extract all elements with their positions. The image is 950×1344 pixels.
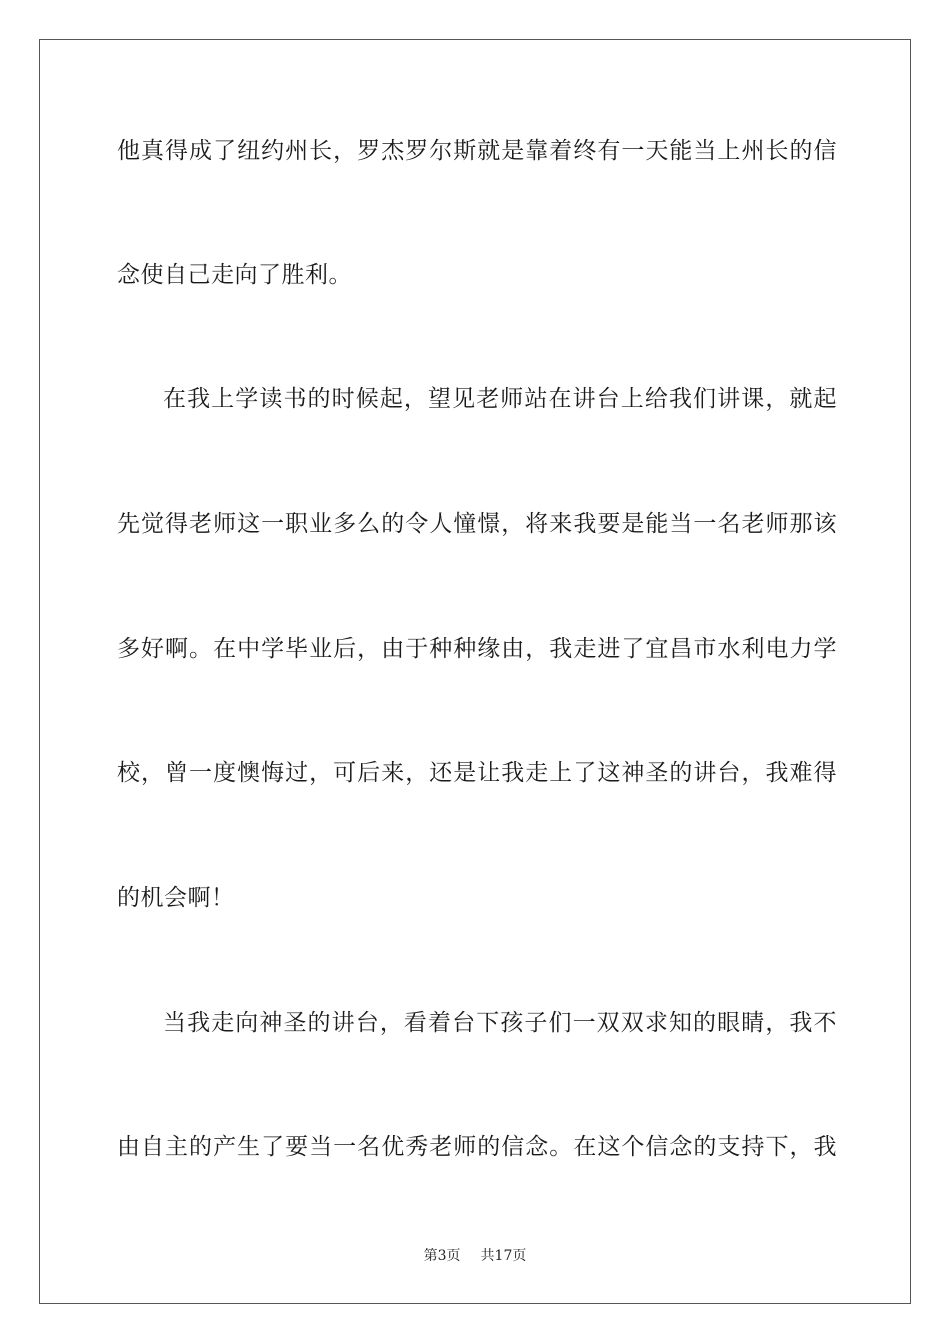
page-footer [0, 1247, 950, 1265]
text-line-9: 由自主的产生了要当一名优秀老师的信念。在这个信念的支持下，我 [117, 1134, 837, 1160]
text-line-4: 先觉得老师这一职业多么的令人憧憬，将来我要是能当一名老师那该 [117, 511, 837, 537]
text-line-2: 念使自己走向了胜利。 [117, 262, 352, 288]
text-line-7: 的机会啊！ [117, 885, 235, 911]
total-page-count: 共17页 [480, 1248, 527, 1264]
text-line-5: 多好啊。在中学毕业后，由于种种缘由，我走进了宜昌市水利电力学 [117, 636, 837, 662]
text-line-3: 在我上学读书的时候起，望见老师站在讲台上给我们讲课，就起 [163, 386, 837, 412]
page-border [39, 39, 911, 1304]
current-page-number: 第3页 [423, 1248, 461, 1264]
text-line-8: 当我走向神圣的讲台，看着台下孩子们一双双求知的眼睛，我不 [163, 1010, 837, 1036]
text-line-6: 校，曾一度懊悔过，可后来，还是让我走上了这神圣的讲台，我难得 [117, 760, 837, 786]
text-line-1: 他真得成了纽约州长，罗杰罗尔斯就是靠着终有一天能当上州长的信 [117, 138, 837, 164]
